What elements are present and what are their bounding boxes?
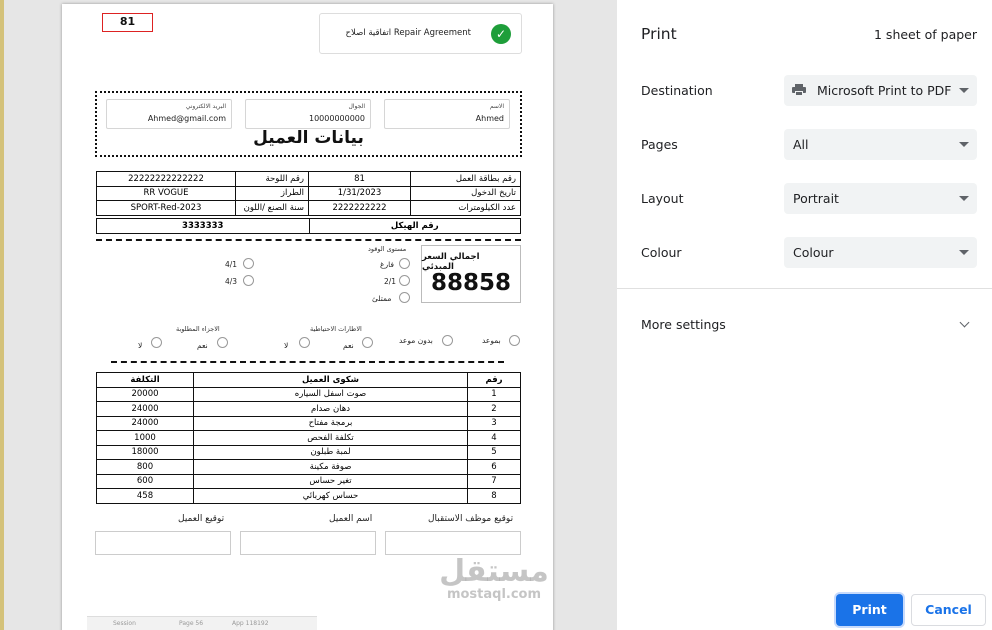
layout-select[interactable] <box>784 183 977 214</box>
reception-signature-box <box>385 531 521 555</box>
model-label: الطراز <box>236 186 309 201</box>
print-button[interactable]: Print <box>836 594 903 626</box>
app-status-bar <box>87 616 317 630</box>
row-cost: 20000 <box>97 387 194 402</box>
job-card-label: رقم بطاقة العمل <box>411 172 521 187</box>
more-settings-toggle[interactable]: More settings <box>641 317 726 332</box>
client-email-value: Ahmed@gmail.com <box>147 114 226 123</box>
year-color-value: SPORT-Red-2023 <box>97 201 236 216</box>
row-cost: 600 <box>97 474 194 489</box>
client-mobile-value: 10000000000 <box>309 114 365 123</box>
pages-value: All <box>793 137 809 152</box>
table-row <box>97 402 521 417</box>
row-cost: 18000 <box>97 445 194 460</box>
column-header-cost: التكلفة <box>97 373 194 388</box>
model-value: RR VOGUE <box>97 186 236 201</box>
row-cost: 458 <box>97 489 194 504</box>
page-text: Page 56 <box>179 620 204 627</box>
row-complaint: تغير حساس <box>194 474 468 489</box>
chevron-down-icon <box>959 250 969 255</box>
section-divider <box>111 361 504 363</box>
row-complaint: تكلفة الفحص <box>194 431 468 446</box>
row-complaint: دهان صدام <box>194 402 468 417</box>
required-parts-no-radio[interactable] <box>151 337 162 348</box>
required-parts-no-label: لا <box>138 341 143 350</box>
table-row <box>97 387 521 402</box>
entry-date-value: 1/31/2023 <box>309 186 411 201</box>
session-text: Session <box>113 620 136 627</box>
colour-label: Colour <box>641 245 682 260</box>
appointment-no-radio[interactable] <box>442 335 453 346</box>
customer-complaints-table <box>96 372 521 504</box>
row-num: 2 <box>468 402 521 417</box>
table-header-row <box>97 373 521 388</box>
spare-tires-title: الاطارات الاحتياطية <box>310 325 362 333</box>
table-row <box>97 172 521 187</box>
destination-select[interactable] <box>784 75 977 106</box>
fuel-full-radio[interactable] <box>399 292 410 303</box>
reception-signature-label: توقيع موظف الاستقبال <box>428 514 514 524</box>
row-num: 1 <box>468 387 521 402</box>
fuel-empty-label: فارغ <box>380 260 394 269</box>
fuel-half-label: 2/1 <box>384 277 397 286</box>
client-email-field <box>106 99 232 129</box>
vehicle-info-table <box>96 171 521 216</box>
customer-name-label: اسم العميل <box>329 514 373 524</box>
fuel-three-quarter-radio[interactable] <box>243 275 254 286</box>
initial-price-box <box>421 245 521 303</box>
document-title-card <box>319 13 522 54</box>
initial-price-label: اجمالي السعر المبدئي <box>422 252 480 272</box>
sheet-count: 1 sheet of paper <box>874 27 977 42</box>
appointment-no-label: بدون موعد <box>399 336 433 345</box>
row-num: 7 <box>468 474 521 489</box>
layout-label: Layout <box>641 191 684 206</box>
client-mobile-label: الجوال <box>348 103 365 110</box>
row-num: 5 <box>468 445 521 460</box>
required-parts-yes-label: نعم <box>197 341 208 350</box>
fuel-empty-radio[interactable] <box>399 258 410 269</box>
table-row <box>97 431 521 446</box>
fuel-three-quarter-label: 4/3 <box>225 277 238 286</box>
job-card-value: 81 <box>309 172 411 187</box>
check-icon: ✓ <box>491 24 511 44</box>
table-row <box>97 416 521 431</box>
row-cost: 1000 <box>97 431 194 446</box>
document-title: اتفاقية اصلاح Repair Agreement <box>345 28 471 38</box>
column-header-complaint: شكوى العميل <box>194 373 468 388</box>
section-divider <box>96 239 521 241</box>
table-row <box>97 445 521 460</box>
left-edge-strip <box>0 0 4 630</box>
plate-label: رقم اللوحة <box>236 172 309 187</box>
row-complaint: صوفة مكينة <box>194 460 468 475</box>
preview-page <box>62 4 553 630</box>
chevron-down-icon <box>959 196 969 201</box>
required-parts-yes-radio[interactable] <box>217 337 228 348</box>
colour-value: Colour <box>793 245 834 260</box>
year-color-label: سنة الصنع /اللون <box>236 201 309 216</box>
fuel-half-radio[interactable] <box>399 275 410 286</box>
customer-signature-box <box>95 531 231 555</box>
client-email-label: البريد الالكتروني <box>185 103 226 110</box>
chevron-down-icon <box>959 142 969 147</box>
fuel-quarter-label: 4/1 <box>225 260 238 269</box>
watermark-word: مستقل <box>439 554 549 589</box>
mostaql-watermark <box>434 556 554 602</box>
required-parts-title: الاجزاء المطلوبة <box>176 325 220 333</box>
pages-label: Pages <box>641 137 678 152</box>
spare-tires-no-radio[interactable] <box>299 337 310 348</box>
customer-signature-label: توقيع العميل <box>178 514 225 524</box>
row-num: 8 <box>468 489 521 504</box>
chevron-down-icon[interactable] <box>960 318 970 328</box>
colour-select[interactable] <box>784 237 977 268</box>
client-info-box <box>95 91 522 157</box>
plate-value: 22222222222222 <box>97 172 236 187</box>
customer-name-box <box>240 531 376 555</box>
row-cost: 24000 <box>97 402 194 417</box>
print-dialog-title: Print <box>641 25 677 43</box>
row-cost: 24000 <box>97 416 194 431</box>
row-complaint: حساس كهربائي <box>194 489 468 504</box>
fuel-quarter-radio[interactable] <box>243 258 254 269</box>
row-complaint: لمبة طبلون <box>194 445 468 460</box>
row-cost: 800 <box>97 460 194 475</box>
table-row <box>97 186 521 201</box>
layout-value: Portrait <box>793 191 839 206</box>
destination-value: Microsoft Print to PDF <box>817 83 952 98</box>
spare-tires-no-label: لا <box>284 341 289 350</box>
client-mobile-field <box>245 99 371 129</box>
row-num: 4 <box>468 431 521 446</box>
chevron-down-icon <box>959 88 969 93</box>
spare-tires-yes-radio[interactable] <box>362 337 373 348</box>
entry-date-label: تاريخ الدخول <box>411 186 521 201</box>
table-row <box>97 201 521 216</box>
fuel-full-label: ممتلئ <box>372 294 392 303</box>
app-text: App 118192 <box>232 620 269 627</box>
column-header-num: رقم <box>468 373 521 388</box>
appointment-yes-label: بموعد <box>482 336 501 345</box>
client-name-value: Ahmed <box>475 114 504 123</box>
fuel-level-title: مستوى الوقود <box>368 245 407 253</box>
destination-label: Destination <box>641 83 713 98</box>
chassis-row <box>96 218 521 234</box>
chassis-label: رقم الهيكل <box>309 219 521 233</box>
initial-price-value: 88858 <box>430 270 512 296</box>
mileage-label: عدد الكيلومترات <box>411 201 521 216</box>
watermark-url: mostaql.com <box>446 587 542 602</box>
printer-icon <box>792 84 806 96</box>
table-row <box>97 460 521 475</box>
row-num: 6 <box>468 460 521 475</box>
spare-tires-yes-label: نعم <box>343 341 354 350</box>
client-name-field <box>384 99 510 129</box>
chassis-value: 3333333 <box>182 221 224 231</box>
table-row <box>97 489 521 504</box>
row-complaint: صوت اسفل السياره <box>194 387 468 402</box>
print-settings-panel <box>617 0 992 630</box>
client-section-title: بيانات العميل <box>253 128 364 148</box>
table-row <box>97 474 521 489</box>
row-complaint: برمجة مفتاح <box>194 416 468 431</box>
client-name-label: الاسم <box>489 103 504 110</box>
job-number: 81 <box>102 13 153 32</box>
cancel-button[interactable]: Cancel <box>911 594 986 626</box>
appointment-yes-radio[interactable] <box>509 335 520 346</box>
panel-divider <box>617 288 992 289</box>
pages-select[interactable] <box>784 129 977 160</box>
mileage-value: 2222222222 <box>309 201 411 216</box>
row-num: 3 <box>468 416 521 431</box>
